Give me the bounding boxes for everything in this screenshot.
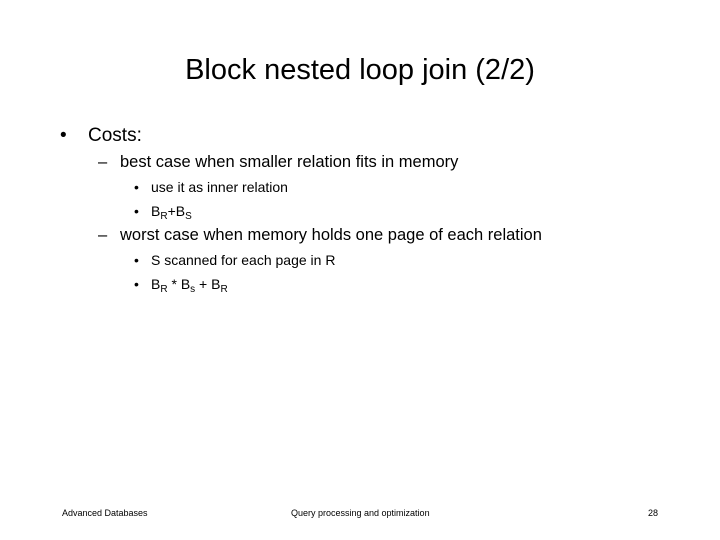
bullet-inner-relation: use it as inner relation [151,179,288,195]
dash-marker: – [98,153,108,171]
slide-title: Block nested loop join (2/2) [185,54,535,86]
page-number: 28 [648,508,659,518]
bullet-marker: • [134,179,139,195]
bullet-costs: Costs: [88,125,142,146]
bullet-marker: • [134,252,139,268]
bullet-marker: • [134,203,139,219]
bullet-best-case: best case when smaller relation fits in memory [120,153,459,171]
bullet-s-scanned: S scanned for each page in R [151,252,336,268]
footer-topic: Query processing and optimization [291,508,430,518]
dash-marker: – [98,226,108,244]
bullet-marker: • [134,276,139,292]
bullet-best-formula: $B_R+B_S$ [151,203,192,222]
bullet-marker: • [60,125,67,146]
bullet-worst-formula: $B_R * B_s + B_R$ [151,276,228,295]
bullet-worst-case: worst case when memory holds one page of each relation [120,226,542,244]
footer-course: Advanced Databases [62,508,148,518]
